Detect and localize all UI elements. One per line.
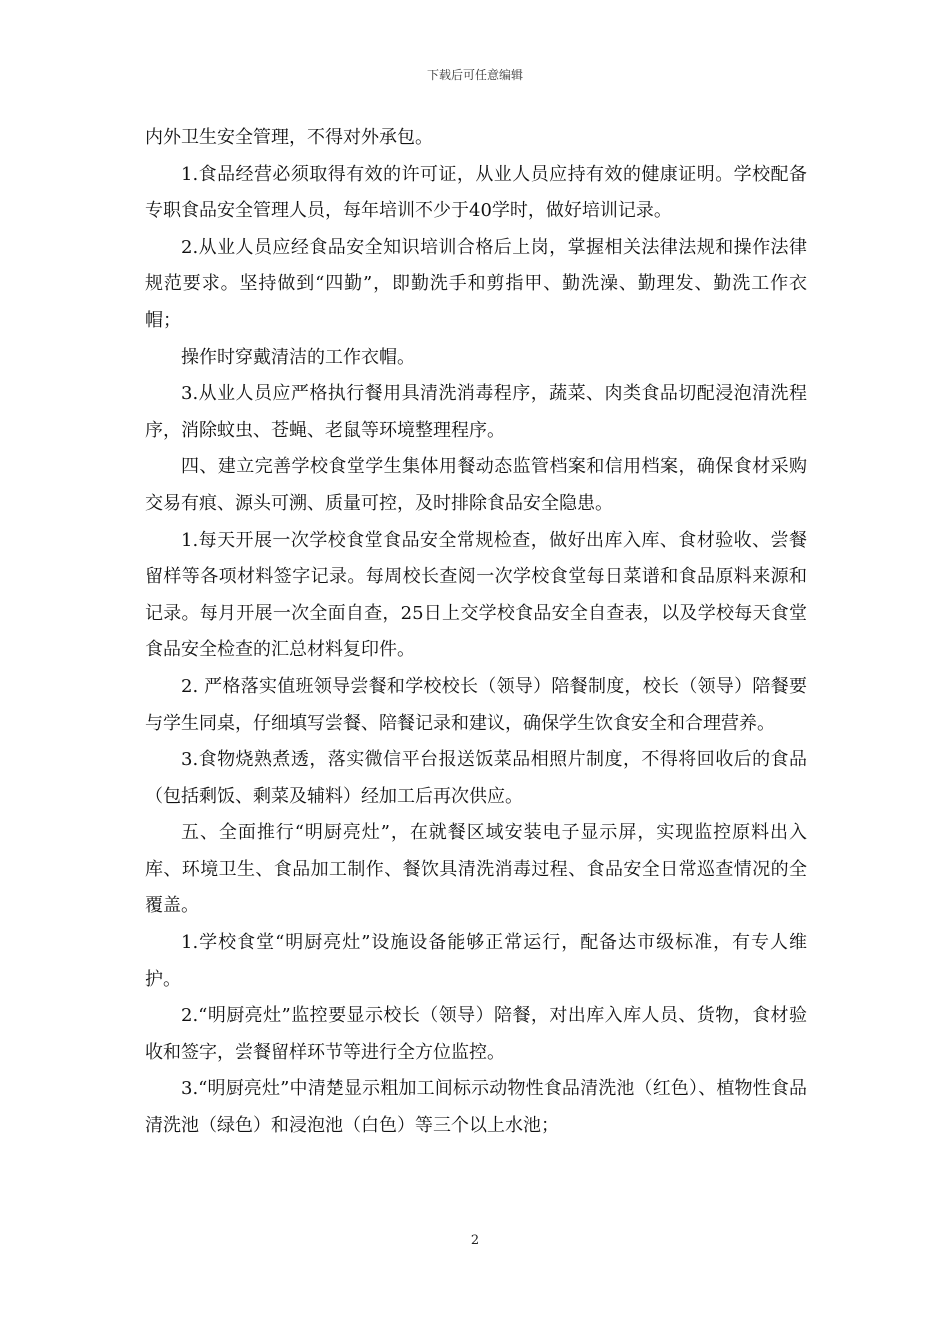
paragraph: 3.食物烧熟煮透，落实微信平台报送饭菜品相照片制度，不得将回收后的食品（包括剩饭、剩菜及辅料）经加工后再次供应。 <box>145 749 807 807</box>
paragraph: 3.从业人员应严格执行餐用具清洗消毒程序，蔬菜、肉类食品切配浸泡清洗程序，消除蚊虫、苍蝇、老鼠等环境整理程序。 <box>145 383 807 441</box>
page-header: 下载后可任意编辑 <box>426 68 523 82</box>
document-body <box>145 120 807 1145</box>
paragraph: 1.食品经营必须取得有效的许可证，从业人员应持有效的健康证明。学校配备专职食品安全管理人员，每年培训不少于40学时，做好培训记录。 <box>145 163 807 222</box>
paragraph: 五、全面推行“明厨亮灶”，在就餐区域安装电子显示屏，实现监控原料出入库、环境卫生、食品加工制作、餐饮具清洗消毒过程、食品安全日常巡查情况的全覆盖。 <box>145 822 807 917</box>
page-number: 2 <box>470 1233 480 1248</box>
paragraph: 四、建立完善学校食堂学生集体用餐动态监管档案和信用档案，确保食材采购交易有痕、源头可溯、质量可控，及时排除食品安全隐患。 <box>145 456 807 514</box>
paragraph: 2.“明厨亮灶”监控要显示校长（领导）陪餐，对出库入库人员、货物，食材验收和签字，尝餐留样环节等进行全方位监控。 <box>145 1005 807 1063</box>
paragraph: 2.从业人员应经食品安全知识培训合格后上岗，掌握相关法律法规和操作法律规范要求。坚持做到“四勤”，即勤洗手和剪指甲、勤洗澡、勤理发、勤洗工作衣帽； <box>145 236 807 331</box>
paragraph: 1.每天开展一次学校食堂食品安全常规检查，做好出库入库、食材验收、尝餐留样等各项材料签字记录。每周校长查阅一次学校食堂每日菜谱和食品原料来源和记录。每月开展一次全面自查，25日上交学校食品安全自查表，以及学校每天食堂食品安全检查的汇总材料复印件。 <box>145 529 807 661</box>
paragraph: 3.“明厨亮灶”中清楚显示粗加工间标示动物性食品清洗池（红色）、植物性食品清洗池（绿色）和浸泡池（白色）等三个以上水池； <box>145 1078 807 1137</box>
paragraph: 操作时穿戴清洁的工作衣帽。 <box>181 346 415 368</box>
paragraph: 内外卫生安全管理，不得对外承包。 <box>145 127 433 148</box>
paragraph: 1.学校食堂“明厨亮灶”设施设备能够正常运行，配备达市级标准，有专人维护。 <box>145 932 807 990</box>
paragraph: 2. 严格落实值班领导尝餐和学校校长（领导）陪餐制度，校长（领导）陪餐要与学生同桌，仔细填写尝餐、陪餐记录和建议，确保学生饮食安全和合理营养。 <box>145 675 807 734</box>
